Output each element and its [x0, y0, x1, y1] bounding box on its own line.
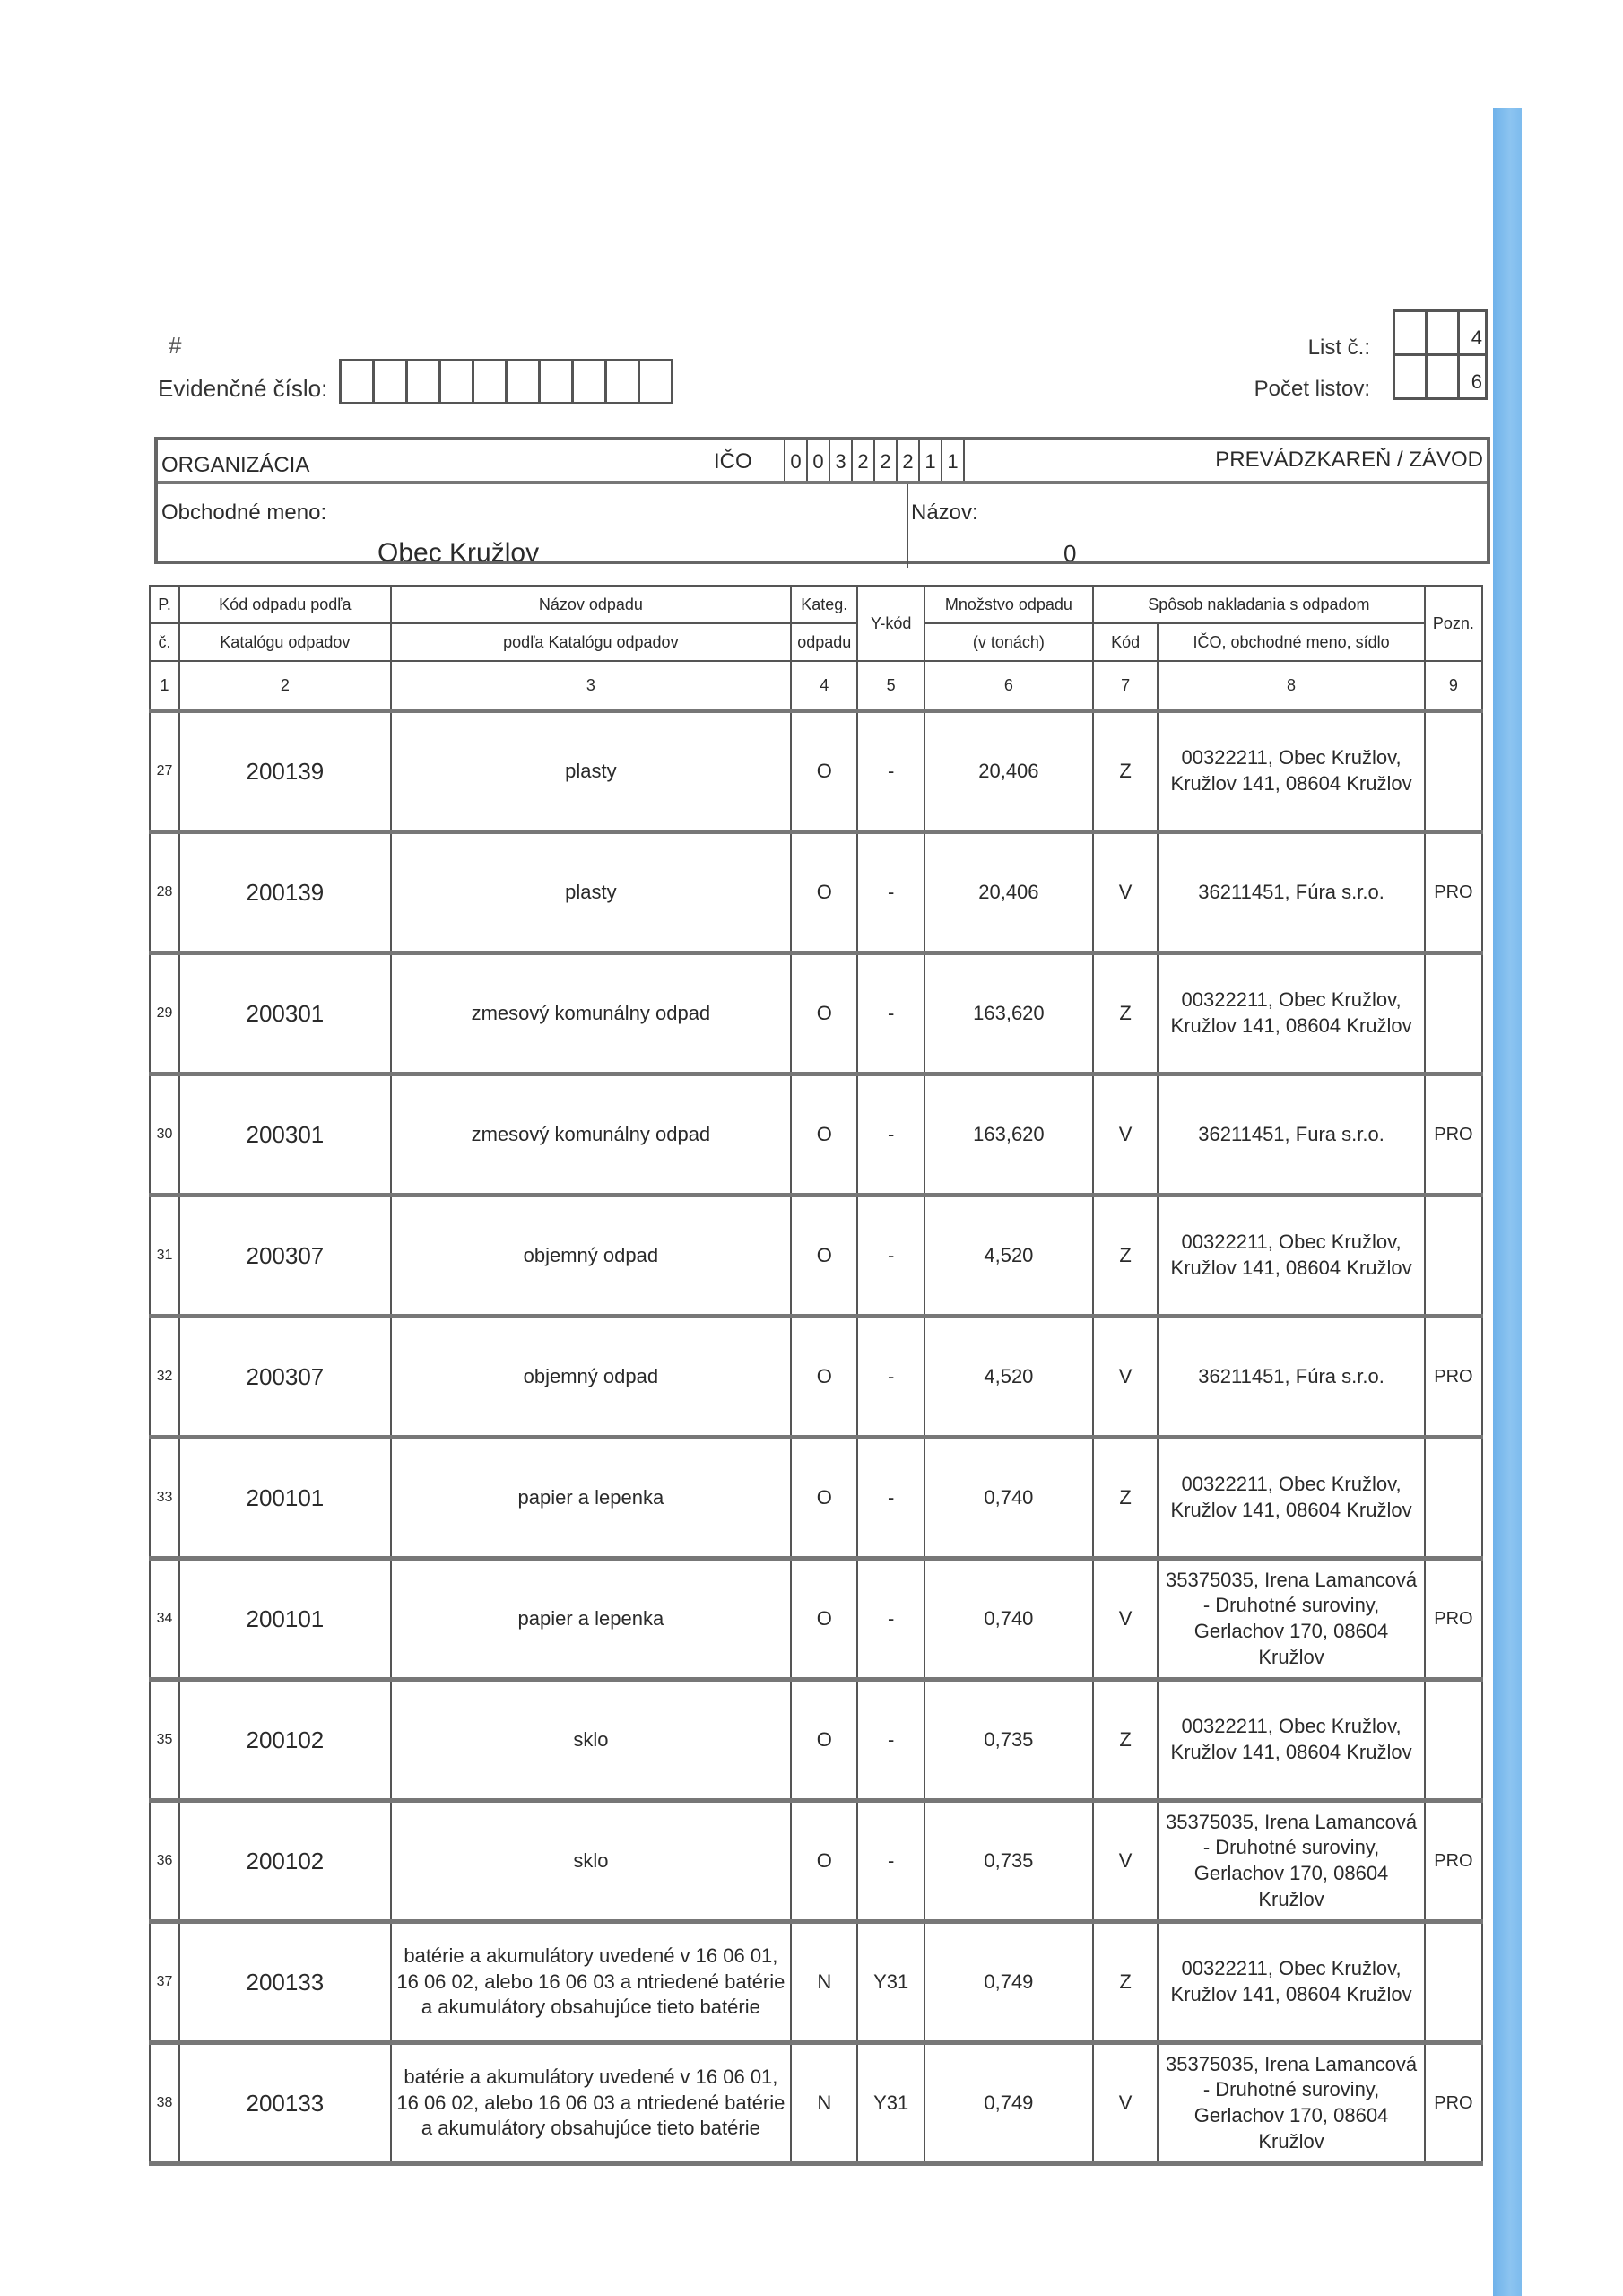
y-code-cell: - [857, 1074, 924, 1196]
note-cell: PRO [1425, 832, 1482, 953]
handling-code-cell: Z [1093, 1196, 1158, 1317]
evidence-digit-box [474, 361, 508, 402]
handling-code-cell: V [1093, 832, 1158, 953]
evidence-digit-box [541, 361, 574, 402]
header-ycode: Y-kód [857, 586, 924, 661]
row-number-cell: 37 [150, 1922, 179, 2043]
header-row-no: P. [150, 586, 179, 623]
sheet-labels [1237, 327, 1370, 410]
ico-digit: 3 [830, 440, 853, 481]
header-name: Názov odpadu [391, 586, 791, 623]
waste-category-cell: O [791, 1317, 857, 1438]
handler-info-cell: 00322211, Obec Kružlov, Kružlov 141, 08604 Kružlov [1158, 953, 1425, 1074]
table-row [150, 2043, 1482, 2164]
handling-code-cell: V [1093, 1317, 1158, 1438]
handling-code-cell: V [1093, 1559, 1158, 1680]
waste-name-cell: papier a lepenka [391, 1438, 791, 1559]
note-cell [1425, 953, 1482, 1074]
header-category: Kateg. [791, 586, 857, 623]
waste-category-cell: O [791, 1559, 857, 1680]
waste-code-cell: 200133 [179, 1922, 391, 2043]
row-number-cell: 30 [150, 1074, 179, 1196]
handling-code-cell: V [1093, 1801, 1158, 1922]
waste-name-cell: objemný odpad [391, 1196, 791, 1317]
handling-code-cell: Z [1093, 711, 1158, 832]
divider [907, 484, 908, 568]
sheet-digit [1428, 312, 1460, 353]
row-number-cell: 34 [150, 1559, 179, 1680]
sheet-count-digit: 6 [1471, 370, 1482, 393]
sheet-count-digit [1395, 356, 1428, 397]
note-cell: PRO [1425, 2043, 1482, 2164]
waste-category-cell: O [791, 1074, 857, 1196]
waste-code-cell: 200307 [179, 1196, 391, 1317]
table-row [150, 1438, 1482, 1559]
handling-code-cell: Z [1093, 1680, 1158, 1801]
ico-digit: 2 [898, 440, 920, 481]
y-code-cell: - [857, 1680, 924, 1801]
organization-name-row [158, 484, 1487, 568]
note-cell [1425, 1922, 1482, 2043]
hash-mark: # [169, 332, 182, 359]
waste-category-cell: O [791, 1196, 857, 1317]
column-number: 8 [1158, 661, 1425, 711]
evidence-digit-box [640, 361, 671, 402]
evidence-number-label: Evidenčné číslo: [158, 375, 328, 402]
header-note: Pozn. [1425, 586, 1482, 661]
organization-block [154, 437, 1490, 568]
sheet-digit [1395, 312, 1428, 353]
y-code-cell: - [857, 832, 924, 953]
quantity-cell: 20,406 [924, 711, 1093, 832]
handling-code-cell: Z [1093, 953, 1158, 1074]
header-code: Kód odpadu podľa [179, 586, 391, 623]
business-name-value: Obec Kružlov [378, 538, 540, 568]
sheet-number-grid [1393, 309, 1488, 400]
waste-category-cell: O [791, 832, 857, 953]
organization-header-row [158, 440, 1487, 484]
waste-code-cell: 200307 [179, 1317, 391, 1438]
waste-name-cell: plasty [391, 832, 791, 953]
binder-strip [1493, 108, 1522, 2296]
y-code-cell: - [857, 1559, 924, 1680]
table-row [150, 1074, 1482, 1196]
waste-name-cell: plasty [391, 711, 791, 832]
ico-digit: 0 [808, 440, 830, 481]
header-row-top [150, 586, 1482, 623]
row-number-cell: 36 [150, 1801, 179, 1922]
handler-info-cell: 35375035, Irena Lamancová - Druhotné suroviny, Gerlachov 170, 08604 Kružlov [1158, 2043, 1425, 2164]
row-number-cell: 27 [150, 711, 179, 832]
evidence-digit-box [342, 361, 375, 402]
handler-info-cell: 36211451, Fúra s.r.o. [1158, 1317, 1425, 1438]
waste-category-cell: O [791, 1680, 857, 1801]
column-number: 3 [391, 661, 791, 711]
note-cell: PRO [1425, 1074, 1482, 1196]
y-code-cell: - [857, 711, 924, 832]
table-row [150, 1680, 1482, 1801]
note-cell [1425, 1196, 1482, 1317]
y-code-cell: Y31 [857, 1922, 924, 2043]
y-code-cell: - [857, 1196, 924, 1317]
ico-digit: 2 [875, 440, 898, 481]
column-number: 1 [150, 661, 179, 711]
note-cell: PRO [1425, 1317, 1482, 1438]
handling-code-cell: Z [1093, 1922, 1158, 2043]
waste-name-cell: objemný odpad [391, 1317, 791, 1438]
header-handling-owner: IČO, obchodné meno, sídlo [1158, 623, 1425, 661]
handler-info-cell: 36211451, Fura s.r.o. [1158, 1074, 1425, 1196]
quantity-cell: 163,620 [924, 1074, 1093, 1196]
sheet-number-row [1395, 312, 1485, 356]
waste-name-cell: zmesový komunálny odpad [391, 1074, 791, 1196]
waste-code-cell: 200301 [179, 1074, 391, 1196]
quantity-cell: 4,520 [924, 1317, 1093, 1438]
y-code-cell: - [857, 1801, 924, 1922]
table-row [150, 1559, 1482, 1680]
evidence-number-boxes [339, 359, 673, 404]
waste-name-cell: sklo [391, 1680, 791, 1801]
waste-name-cell: batérie a akumulátory uvedené v 16 06 01, 16 06 02, alebo 16 06 03 a ntriedené batérie a akumulátory obsahujúce tieto batérie [391, 2043, 791, 2164]
handling-code-cell: V [1093, 1074, 1158, 1196]
handler-info-cell: 00322211, Obec Kružlov, Kružlov 141, 08604 Kružlov [1158, 1196, 1425, 1317]
quantity-cell: 0,740 [924, 1559, 1093, 1680]
table-row [150, 953, 1482, 1074]
quantity-cell: 0,740 [924, 1438, 1093, 1559]
column-number: 6 [924, 661, 1093, 711]
row-number-cell: 33 [150, 1438, 179, 1559]
ico-label: IČO [714, 449, 752, 474]
plant-name-label: Názov: [911, 500, 978, 525]
waste-name-cell: sklo [391, 1801, 791, 1922]
evidence-digit-box [508, 361, 541, 402]
handler-info-cell: 00322211, Obec Kružlov, Kružlov 141, 08604 Kružlov [1158, 1680, 1425, 1801]
quantity-cell: 0,749 [924, 1922, 1093, 2043]
row-number-cell: 31 [150, 1196, 179, 1317]
handling-code-cell: V [1093, 2043, 1158, 2164]
quantity-cell: 0,735 [924, 1801, 1093, 1922]
y-code-cell: - [857, 953, 924, 1074]
column-number: 9 [1425, 661, 1482, 711]
column-number: 5 [857, 661, 924, 711]
waste-code-cell: 200102 [179, 1801, 391, 1922]
ico-digit: 0 [785, 440, 808, 481]
waste-category-cell: N [791, 2043, 857, 2164]
sheet-digit: 4 [1471, 326, 1482, 349]
sheet-number-label: List č.: [1307, 335, 1370, 360]
handler-info-cell: 36211451, Fúra s.r.o. [1158, 832, 1425, 953]
table-row [150, 1317, 1482, 1438]
handling-code-cell: Z [1093, 1438, 1158, 1559]
table-row [150, 1196, 1482, 1317]
y-code-cell: Y31 [857, 2043, 924, 2164]
column-number-row [150, 661, 1482, 711]
handler-info-cell: 35375035, Irena Lamancová - Druhotné suroviny, Gerlachov 170, 08604 Kružlov [1158, 1801, 1425, 1922]
table-row [150, 1922, 1482, 2043]
table-row [150, 711, 1482, 832]
waste-code-cell: 200301 [179, 953, 391, 1074]
quantity-cell: 0,735 [924, 1680, 1093, 1801]
handler-info-cell: 00322211, Obec Kružlov, Kružlov 141, 08604 Kružlov [1158, 711, 1425, 832]
header-name-bottom: podľa Katalógu odpadov [391, 623, 791, 661]
note-cell [1425, 1680, 1482, 1801]
plant-label: PREVÁDZKAREŇ / ZÁVOD [1215, 448, 1483, 472]
header-category-bottom: odpadu [791, 623, 857, 661]
evidence-digit-box [408, 361, 441, 402]
column-number: 7 [1093, 661, 1158, 711]
quantity-cell: 163,620 [924, 953, 1093, 1074]
sheet-count-row [1395, 356, 1485, 397]
waste-name-cell: batérie a akumulátory uvedené v 16 06 01, 16 06 02, alebo 16 06 03 a ntriedené batérie a akumulátory obsahujúce tieto batérie [391, 1922, 791, 2043]
sheet-count-digit [1428, 356, 1460, 397]
header-quantity: Množstvo odpadu [924, 586, 1093, 623]
column-number: 4 [791, 661, 857, 711]
handler-info-cell: 00322211, Obec Kružlov, Kružlov 141, 08604 Kružlov [1158, 1922, 1425, 2043]
header-handling-code: Kód [1093, 623, 1158, 661]
row-number-cell: 28 [150, 832, 179, 953]
row-number-cell: 32 [150, 1317, 179, 1438]
note-cell [1425, 711, 1482, 832]
waste-name-cell: zmesový komunálny odpad [391, 953, 791, 1074]
waste-code-cell: 200139 [179, 711, 391, 832]
header-row-no-bottom: č. [150, 623, 179, 661]
waste-category-cell: O [791, 711, 857, 832]
ico-digit: 1 [942, 440, 965, 481]
waste-category-cell: O [791, 1438, 857, 1559]
waste-table [149, 585, 1483, 2166]
quantity-cell: 4,520 [924, 1196, 1093, 1317]
handler-info-cell: 00322211, Obec Kružlov, Kružlov 141, 08604 Kružlov [1158, 1438, 1425, 1559]
quantity-cell: 0,749 [924, 2043, 1093, 2164]
y-code-cell: - [857, 1438, 924, 1559]
waste-code-cell: 200101 [179, 1438, 391, 1559]
row-number-cell: 29 [150, 953, 179, 1074]
note-cell: PRO [1425, 1801, 1482, 1922]
table-row [150, 1801, 1482, 1922]
header-row-bottom [150, 623, 1482, 661]
waste-name-cell: papier a lepenka [391, 1559, 791, 1680]
evidence-digit-box [441, 361, 474, 402]
header-quantity-bottom: (v tonách) [924, 623, 1093, 661]
waste-category-cell: O [791, 953, 857, 1074]
waste-code-cell: 200133 [179, 2043, 391, 2164]
header-code-bottom: Katalógu odpadov [179, 623, 391, 661]
ico-digit: 2 [853, 440, 875, 481]
ico-digit: 1 [920, 440, 942, 481]
quantity-cell: 20,406 [924, 832, 1093, 953]
waste-code-cell: 200102 [179, 1680, 391, 1801]
organization-title: ORGANIZÁCIA [161, 453, 310, 477]
ico-digits [784, 440, 965, 481]
waste-category-cell: N [791, 1922, 857, 2043]
handler-info-cell: 35375035, Irena Lamancová - Druhotné suroviny, Gerlachov 170, 08604 Kružlov [1158, 1559, 1425, 1680]
y-code-cell: - [857, 1317, 924, 1438]
evidence-digit-box [375, 361, 408, 402]
header-handling: Spôsob nakladania s odpadom [1093, 586, 1425, 623]
evidence-digit-box [574, 361, 607, 402]
row-number-cell: 35 [150, 1680, 179, 1801]
evidence-digit-box [607, 361, 640, 402]
note-cell [1425, 1438, 1482, 1559]
table-body [150, 711, 1482, 2164]
note-cell: PRO [1425, 1559, 1482, 1680]
waste-code-cell: 200139 [179, 832, 391, 953]
waste-code-cell: 200101 [179, 1559, 391, 1680]
sheet-count-label: Počet listov: [1254, 377, 1370, 401]
row-number-cell: 38 [150, 2043, 179, 2164]
business-name-label: Obchodné meno: [161, 500, 327, 525]
waste-category-cell: O [791, 1801, 857, 1922]
plant-name-value: 0 [1063, 540, 1077, 567]
table-row [150, 832, 1482, 953]
column-number: 2 [179, 661, 391, 711]
